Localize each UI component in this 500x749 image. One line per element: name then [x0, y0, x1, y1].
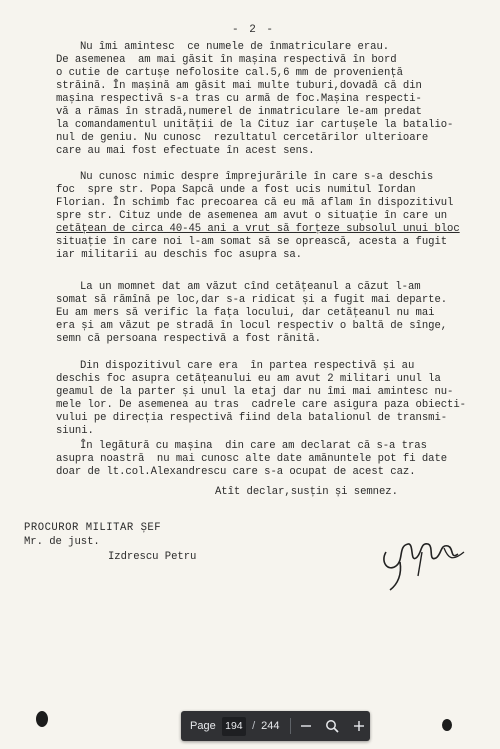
- body-line: mașina respectivă s-a tras cu armă de foc.Mașina respecti-: [56, 93, 422, 105]
- body-line: semn că persoana respectivă a fost rănită.: [56, 333, 321, 345]
- body-line: foc spre str. Popa Sapcă unde a fost ucis numitul Iordan: [56, 184, 416, 196]
- pdf-viewer-toolbar: [181, 711, 370, 741]
- total-pages: 244: [261, 720, 280, 732]
- signatory-name: Izdrescu Petru: [108, 551, 197, 563]
- toolbar-divider: [290, 718, 291, 734]
- body-line: La un momnet dat am văzut cînd cetățeanul a căzut l-am: [80, 281, 421, 293]
- body-line: Florian. În schimb fac precoarea că eu mă aflam în dispozitivul: [56, 197, 454, 209]
- body-line: vă a rămas în stradă,numerel de inmatriculare le-am predat: [56, 106, 422, 118]
- body-line: vului pe direcția respectivă fiind dela batalionul de transmi-: [56, 412, 448, 424]
- body-line: nul de geniu. Nu cunosc rezultatul cercetărilor ulterioare: [56, 132, 429, 144]
- body-line: era și am văzut pe stradă în locul respectiv o baltă de sînge,: [56, 320, 448, 332]
- page-number: - 2 -: [232, 24, 276, 36]
- current-page-input[interactable]: 194: [222, 717, 246, 736]
- ink-blot: [442, 719, 452, 731]
- body-line: În legătură cu mașina din care am declarat că s-a tras: [80, 440, 427, 452]
- zoom-fit-icon: [325, 719, 339, 733]
- body-line: Nu îmi amintesc ce numele de înmatriculare erau.: [80, 41, 390, 53]
- body-line: Eu am mers să verific la fața locului, dar cetățeanul nu mai: [56, 307, 435, 319]
- body-line: care au mai fost efectuate în acest sens.: [56, 145, 315, 157]
- body-line: mele lor. De asemenea au tras cadrele care asigura paza obiecti-: [56, 399, 466, 411]
- body-line: Nu cunosc nimic despre împrejurările în care s-a deschis: [80, 171, 434, 183]
- body-line: De asemenea am mai găsit în mașina respectivă în bord: [56, 54, 397, 66]
- body-line: la comandamentul unității de la Cituz iar cartușele la batalio-: [56, 119, 454, 131]
- body-line: cetățean de circa 40-45 ani a vrut să forțeze subsolul unui bloc: [56, 223, 460, 235]
- minus-icon: [300, 720, 312, 732]
- body-line: somat să rămînă pe loc,dar s-a ridicat și a fugit mai departe.: [56, 294, 448, 306]
- zoom-out-button[interactable]: [294, 714, 317, 738]
- page-separator: /: [252, 720, 256, 732]
- body-line: Din dispozitivul care era în partea respectivă și au: [80, 360, 415, 372]
- zoom-fit-button[interactable]: [321, 714, 344, 738]
- body-line: deschis foc asupra cetățeanului eu am avut 2 militari unul la: [56, 373, 441, 385]
- signatory-rank: Mr. de just.: [24, 536, 100, 548]
- closing-statement: Atît declar,susțin și semnez.: [215, 486, 398, 498]
- body-line: spre str. Cituz unde de asemenea am avut o situație în care un: [56, 210, 448, 222]
- body-line: situație în care noi l-am somat să se oprească, acesta a fugit: [56, 236, 448, 248]
- body-line: doar de lt.col.Alexandrescu care s-a ocupat de acest caz.: [56, 466, 416, 478]
- handwritten-signature: [378, 532, 474, 592]
- body-line: iar militarii au deschis foc asupra sa.: [56, 249, 302, 261]
- page-label: Page: [190, 720, 216, 732]
- body-line: geamul de la parter și unul la etaj dar nu îmi mai amintesc nu-: [56, 386, 454, 398]
- body-line: o cutie de cartușe nefolosite cal.5,6 mm de proveniență: [56, 67, 403, 79]
- plus-icon: [353, 720, 365, 732]
- body-line: străină. În mașină am găsit mai multe tuburi,dovadă că din: [56, 80, 422, 92]
- body-line: siuni.: [56, 425, 94, 437]
- zoom-in-button[interactable]: [347, 714, 370, 738]
- signatory-title: PROCUROR MILITAR ȘEF: [24, 522, 162, 534]
- body-line: asupra noastră nu mai cunosc alte date amănuntele pot fi date: [56, 453, 448, 465]
- ink-blot: [36, 711, 48, 727]
